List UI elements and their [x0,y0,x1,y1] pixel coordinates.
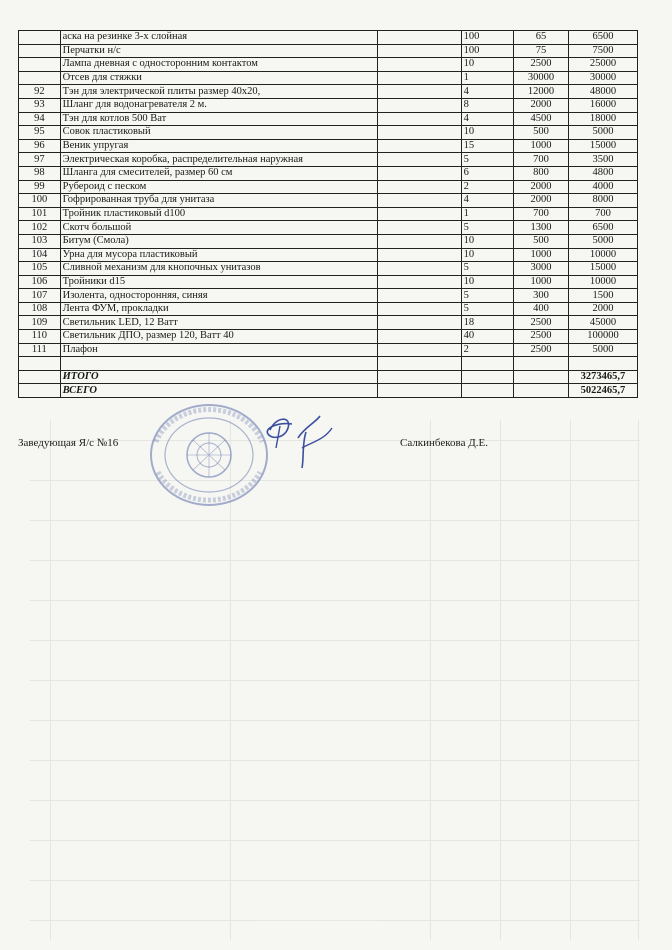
item-name: Электрическая коробка, распределительная наружная [60,153,378,167]
item-price: 4500 [514,112,569,126]
empty-cell [378,112,461,126]
item-price: 75 [514,44,569,58]
official-stamp-icon [148,402,270,508]
row-number: 93 [19,98,61,112]
item-sum: 15000 [568,139,637,153]
signer-name: Салкинбекова Д.Е. [400,437,488,449]
row-number: 110 [19,330,61,344]
table-row [19,262,638,276]
item-price: 500 [514,126,569,140]
empty-cell [378,126,461,140]
item-name: Шланг для водонагревателя 2 м. [60,98,378,112]
row-number: 99 [19,180,61,194]
empty-cell [378,207,461,221]
item-name: Тэн для электрической плиты размер 40х20, [60,85,378,99]
empty-cell [378,262,461,276]
item-name: Светильник LED, 12 Ватт [60,316,378,330]
empty-cell [378,221,461,235]
item-sum: 48000 [568,85,637,99]
empty-cell [378,316,461,330]
totals-section [19,357,638,398]
table-row [19,302,638,316]
vsego-label: ВСЕГО [60,384,378,398]
item-sum: 5000 [568,126,637,140]
empty-cell [378,31,461,45]
table-row [19,85,638,99]
empty-cell [378,330,461,344]
row-number: 108 [19,302,61,316]
row-number [19,58,61,72]
item-sum: 8000 [568,194,637,208]
item-price: 65 [514,31,569,45]
table-row [19,316,638,330]
row-number: 96 [19,139,61,153]
item-price: 1300 [514,221,569,235]
item-sum: 3500 [568,153,637,167]
item-price: 12000 [514,85,569,99]
itogo-row [19,370,638,384]
item-name: Шланга для смесителей, размер 60 см [60,166,378,180]
item-price: 2000 [514,194,569,208]
table-row [19,275,638,289]
item-quantity: 5 [461,262,514,276]
item-name: Изолента, односторонняя, синяя [60,289,378,303]
row-number: 101 [19,207,61,221]
empty-cell [378,44,461,58]
table-row [19,330,638,344]
empty-cell [378,71,461,85]
row-number: 103 [19,234,61,248]
item-name: Тройник пластиковый d100 [60,207,378,221]
item-sum: 6500 [568,221,637,235]
item-name: Перчатки н/с [60,44,378,58]
item-sum: 4000 [568,180,637,194]
row-number [19,44,61,58]
row-number [19,71,61,85]
item-sum: 30000 [568,71,637,85]
item-price: 2000 [514,180,569,194]
item-quantity: 10 [461,58,514,72]
item-sum: 5000 [568,234,637,248]
item-quantity: 8 [461,98,514,112]
item-name: Плафон [60,343,378,357]
empty-cell [378,58,461,72]
item-sum: 18000 [568,112,637,126]
item-name: Гофрированная труба для унитаза [60,194,378,208]
item-quantity: 10 [461,275,514,289]
row-number: 111 [19,343,61,357]
table-row [19,248,638,262]
item-price: 300 [514,289,569,303]
empty-cell [378,194,461,208]
row-number: 105 [19,262,61,276]
row-number: 100 [19,194,61,208]
itogo-label: ИТОГО [60,370,378,384]
item-quantity: 10 [461,248,514,262]
empty-cell [378,85,461,99]
row-number: 94 [19,112,61,126]
item-sum: 1500 [568,289,637,303]
item-name: Урна для мусора пластиковый [60,248,378,262]
table-row [19,289,638,303]
table-row [19,58,638,72]
table-row [19,44,638,58]
row-number: 104 [19,248,61,262]
item-price: 2500 [514,330,569,344]
item-price: 1000 [514,139,569,153]
empty-cell [378,234,461,248]
item-name: Тэн для котлов 500 Ват [60,112,378,126]
item-quantity: 4 [461,85,514,99]
item-name: Светильник ДПО, размер 120, Ватт 40 [60,330,378,344]
item-sum: 10000 [568,275,637,289]
table-row [19,139,638,153]
item-sum: 10000 [568,248,637,262]
item-sum: 45000 [568,316,637,330]
item-price: 700 [514,153,569,167]
table-row [19,180,638,194]
item-quantity: 10 [461,234,514,248]
table-row [19,153,638,167]
row-number: 109 [19,316,61,330]
item-quantity: 4 [461,112,514,126]
table-row [19,207,638,221]
item-name: аска на резинке 3-х слойная [60,31,378,45]
item-price: 1000 [514,275,569,289]
item-sum: 25000 [568,58,637,72]
vsego-row [19,384,638,398]
table-row [19,221,638,235]
item-sum: 4800 [568,166,637,180]
empty-cell [378,248,461,262]
item-price: 400 [514,302,569,316]
item-sum: 5000 [568,343,637,357]
item-name: Сливной механизм для кнопочных унитазов [60,262,378,276]
item-quantity: 18 [461,316,514,330]
table-row [19,343,638,357]
row-number: 107 [19,289,61,303]
item-price: 500 [514,234,569,248]
item-sum: 15000 [568,262,637,276]
table-row [19,98,638,112]
item-name: Скотч большой [60,221,378,235]
empty-cell [378,302,461,316]
position-title: Заведующая Я/с №16 [18,437,119,449]
item-quantity: 2 [461,180,514,194]
item-price: 700 [514,207,569,221]
row-number: 98 [19,166,61,180]
table-row [19,71,638,85]
row-number: 92 [19,85,61,99]
item-quantity: 2 [461,343,514,357]
item-sum: 2000 [568,302,637,316]
row-number: 102 [19,221,61,235]
item-price: 2500 [514,343,569,357]
item-quantity: 100 [461,44,514,58]
empty-cell [378,139,461,153]
empty-row [19,357,638,371]
item-quantity: 6 [461,166,514,180]
item-sum: 16000 [568,98,637,112]
item-sum: 6500 [568,31,637,45]
item-price: 2000 [514,98,569,112]
item-price: 2500 [514,316,569,330]
table-row [19,194,638,208]
vsego-value: 5022465,7 [568,384,637,398]
reverse-side-show-through [30,420,640,940]
item-name: Совок пластиковый [60,126,378,140]
row-number: 95 [19,126,61,140]
item-quantity: 1 [461,207,514,221]
item-quantity: 40 [461,330,514,344]
item-name: Битум (Смола) [60,234,378,248]
empty-cell [378,343,461,357]
item-name: Лента ФУМ, прокладки [60,302,378,316]
item-quantity: 10 [461,126,514,140]
table-row [19,234,638,248]
empty-cell [378,289,461,303]
item-sum: 700 [568,207,637,221]
item-price: 2500 [514,58,569,72]
handwritten-signature-icon [258,408,338,472]
row-number: 97 [19,153,61,167]
item-quantity: 5 [461,289,514,303]
item-name: Веник упругая [60,139,378,153]
items-table [18,30,638,398]
item-quantity: 4 [461,194,514,208]
empty-cell [378,153,461,167]
table-row [19,126,638,140]
item-price: 3000 [514,262,569,276]
row-number [19,31,61,45]
item-sum: 7500 [568,44,637,58]
item-quantity: 15 [461,139,514,153]
item-name: Лампа дневная с односторонним контактом [60,58,378,72]
item-quantity: 100 [461,31,514,45]
item-sum: 100000 [568,330,637,344]
empty-cell [378,275,461,289]
item-quantity: 5 [461,221,514,235]
item-price: 30000 [514,71,569,85]
itogo-value: 3273465,7 [568,370,637,384]
item-name: Рубероид с песком [60,180,378,194]
empty-cell [378,166,461,180]
item-price: 800 [514,166,569,180]
item-quantity: 5 [461,302,514,316]
row-number: 106 [19,275,61,289]
item-quantity: 1 [461,71,514,85]
item-name: Тройники d15 [60,275,378,289]
item-price: 1000 [514,248,569,262]
table-row [19,31,638,45]
items-table-body [19,31,638,357]
table-row [19,112,638,126]
item-quantity: 5 [461,153,514,167]
table-row [19,166,638,180]
item-name: Отсев для стяжки [60,71,378,85]
empty-cell [378,98,461,112]
empty-cell [378,180,461,194]
